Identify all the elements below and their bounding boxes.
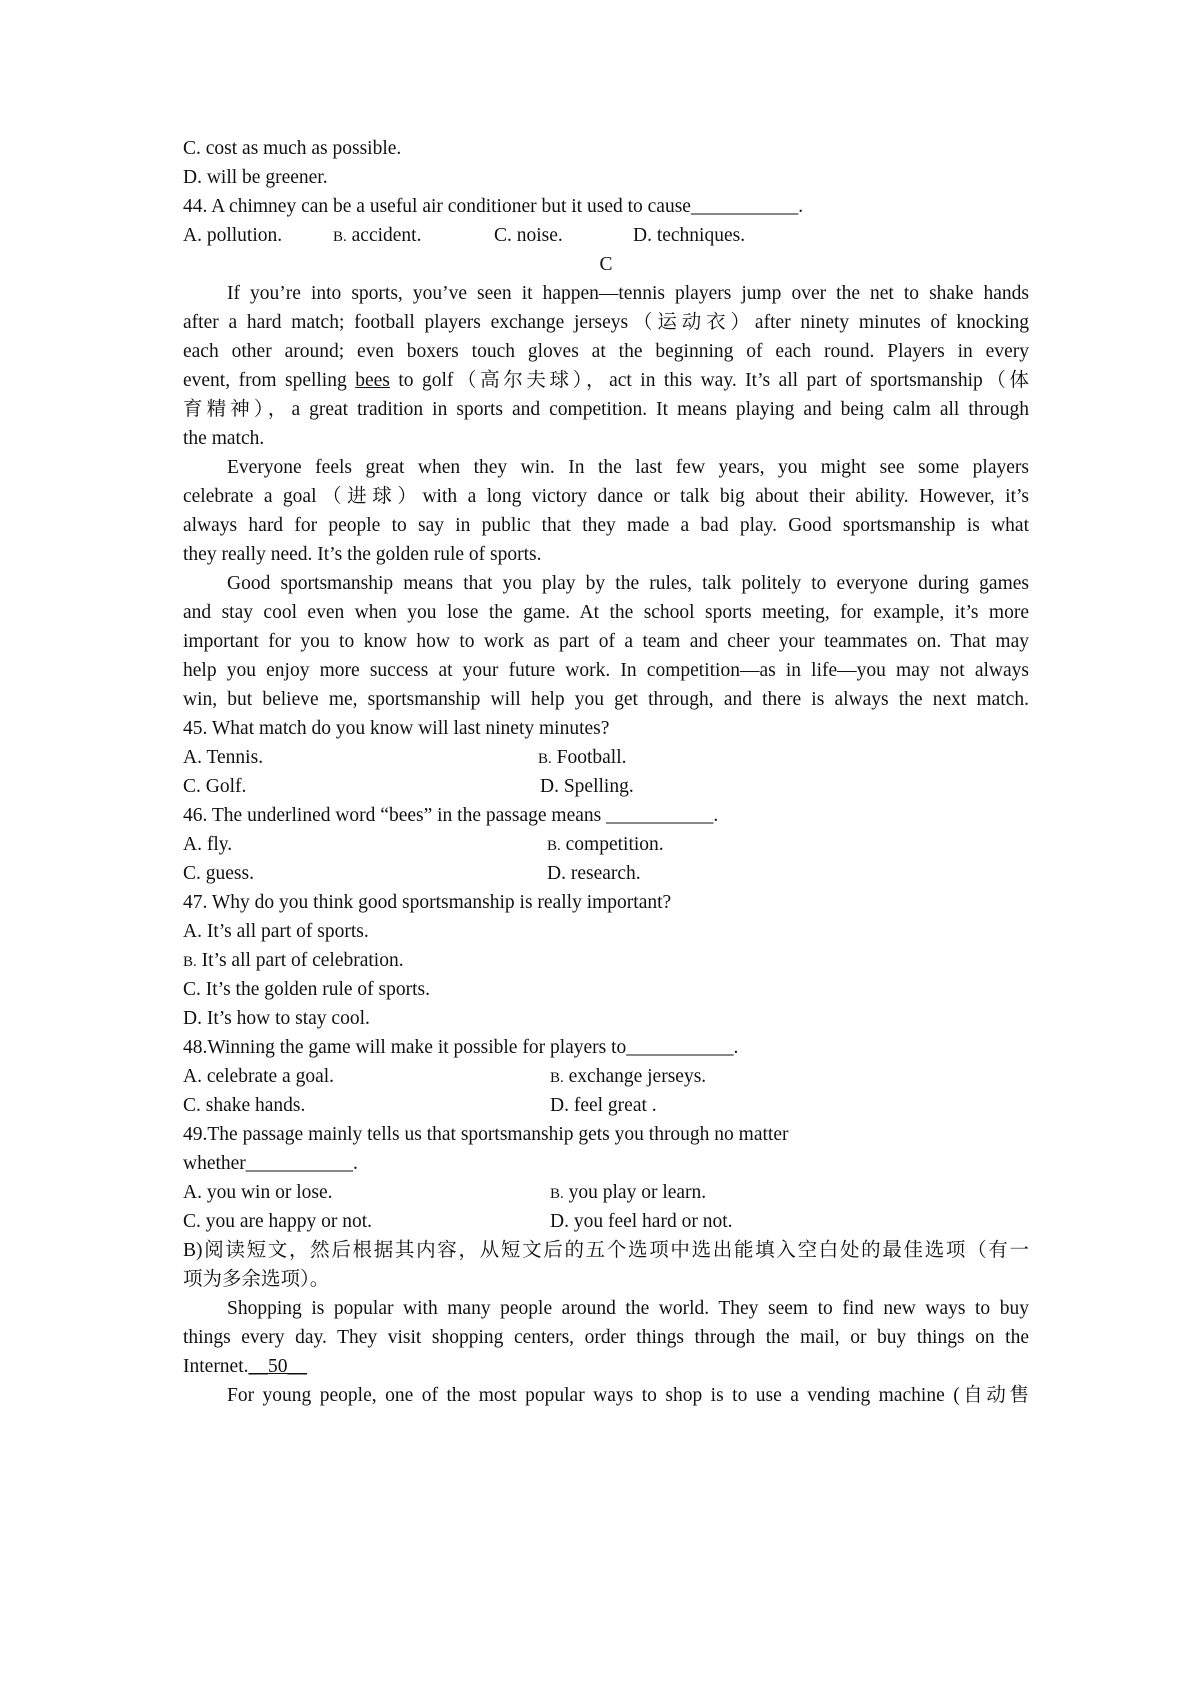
underlined-word-bees: bees xyxy=(355,370,390,391)
option-d: D. Spelling. xyxy=(540,776,634,797)
question-46-options-ab xyxy=(183,829,1029,861)
option-c: C. guess. xyxy=(183,863,254,884)
passage-c-p3-line2: and stay cool even when you lose the game. At the school sports meeting, for example, it’s more xyxy=(183,602,1029,623)
question-45-options-ab xyxy=(183,742,1029,774)
option-d: D. techniques. xyxy=(633,225,746,246)
option-b: B. competition. xyxy=(547,834,664,855)
passage-b-p1-line3: Internet.__50__ xyxy=(183,1356,308,1377)
section-b-instructions-line2: 项为多余选项）。 xyxy=(183,1269,330,1290)
question-48-options-cd xyxy=(183,1090,1029,1122)
question-46: 46. The underlined word “bees” in the passage means ___________. xyxy=(183,805,719,826)
passage-c-p1-line2: after a hard match; football players exchange jerseys（运动衣）after ninety minutes of knocking xyxy=(183,312,1029,333)
question-48: 48.Winning the game will make it possible for players to___________. xyxy=(183,1037,739,1058)
option-a: A. you win or lose. xyxy=(183,1182,333,1203)
question-46-options-cd xyxy=(183,858,1029,890)
question-45: 45. What match do you know will last ninety minutes? xyxy=(183,718,610,739)
question-49-line1: 49.The passage mainly tells us that sportsmanship gets you through no matter xyxy=(183,1124,789,1145)
question-45-options-cd xyxy=(183,771,1029,803)
question-47: 47. Why do you think good sportsmanship is really important? xyxy=(183,892,672,913)
option-d: D. you feel hard or not. xyxy=(550,1211,733,1232)
passage-c-p2-line1: Everyone feels great when they win. In the last few years, you might see some players xyxy=(227,457,1029,478)
passage-c-p2-line3: always hard for people to say in public that they made a bad play. Good sportsmanship is what xyxy=(183,515,1029,536)
option-c: C. It’s the golden rule of sports. xyxy=(183,979,430,1000)
passage-c-p3-line1: Good sportsmanship means that you play by the rules, talk politely to everyone during games xyxy=(227,573,1029,594)
option-d: D. feel great . xyxy=(550,1095,657,1116)
passage-c-p1-line1: If you’re into sports, you’ve seen it happen—tennis players jump over the net to shake hands xyxy=(227,283,1029,304)
option-d: D. research. xyxy=(547,863,641,884)
passage-b-p1-line2: things every day. They visit shopping centers, order things through the mail, or buy things on the xyxy=(183,1327,1029,1348)
option-d: D. It’s how to stay cool. xyxy=(183,1008,370,1029)
option-b: B. It’s all part of celebration. xyxy=(183,950,404,971)
option-c: C. you are happy or not. xyxy=(183,1211,373,1232)
question-49-options-cd xyxy=(183,1206,1029,1238)
option-c-text: C. cost as much as possible. xyxy=(183,138,402,159)
passage-c-p2-line2: celebrate a goal（进球）with a long victory dance or talk big about their ability. However, it’s xyxy=(183,486,1029,507)
passage-c-p1-line4: event, from spelling bees to golf（高尔夫球），act in this way. It’s all part of sportsmanship（体 xyxy=(183,370,1029,391)
passage-c-p3-line3: important for you to know how to work as part of a team and cheer your teammates on. That may xyxy=(183,631,1029,652)
option-b: B. exchange jerseys. xyxy=(550,1066,707,1087)
option-b: B. you play or learn. xyxy=(550,1182,707,1203)
passage-c-p2-line4: they really need. It’s the golden rule of sports. xyxy=(183,544,542,565)
passage-b-p2-line1: For young people, one of the most popular ways to shop is to use a vending machine (自动售 xyxy=(227,1385,1029,1406)
passage-c-p3-line5: win, but believe me, sportsmanship will help you get through, and there is always the next match. xyxy=(183,689,1029,710)
option-a: A. It’s all part of sports. xyxy=(183,921,369,942)
option-b: B. Football. xyxy=(538,747,627,768)
option-b: B. accident. xyxy=(333,225,422,246)
question-44-options xyxy=(183,220,1029,252)
option-a: A. fly. xyxy=(183,834,233,855)
option-a: A. Tennis. xyxy=(183,747,264,768)
passage-c-p1-line6: the match. xyxy=(183,428,265,449)
passage-c-p1-line3: each other around; even boxers touch gloves at the beginning of each round. Players in every xyxy=(183,341,1029,362)
question-49-options-ab xyxy=(183,1177,1029,1209)
option-c: C. shake hands. xyxy=(183,1095,306,1116)
option-a: A. pollution. xyxy=(183,225,283,246)
question-44: 44. A chimney can be a useful air conditioner but it used to cause___________. xyxy=(183,196,804,217)
question-48-options-ab xyxy=(183,1061,1029,1093)
passage-c-p1-line5: 育精神），a great tradition in sports and competition. It means playing and being calm all through xyxy=(183,399,1029,420)
section-heading-c: C xyxy=(599,254,613,275)
question-49-line2: whether___________. xyxy=(183,1153,358,1174)
blank-50: __50__ xyxy=(248,1356,308,1377)
option-c: C. noise. xyxy=(494,225,563,246)
passage-b-p1-line1: Shopping is popular with many people around the world. They seem to find new ways to buy xyxy=(227,1298,1029,1319)
option-d-text: D. will be greener. xyxy=(183,167,328,188)
passage-c-p3-line4: help you enjoy more success at your future work. In competition—as in life—you may not always xyxy=(183,660,1029,681)
option-c: C. Golf. xyxy=(183,776,247,797)
section-b-instructions-line1: B)阅读短文，然后根据其内容，从短文后的五个选项中选出能填入空白处的最佳选项（有一 xyxy=(183,1240,1029,1261)
option-a: A. celebrate a goal. xyxy=(183,1066,335,1087)
